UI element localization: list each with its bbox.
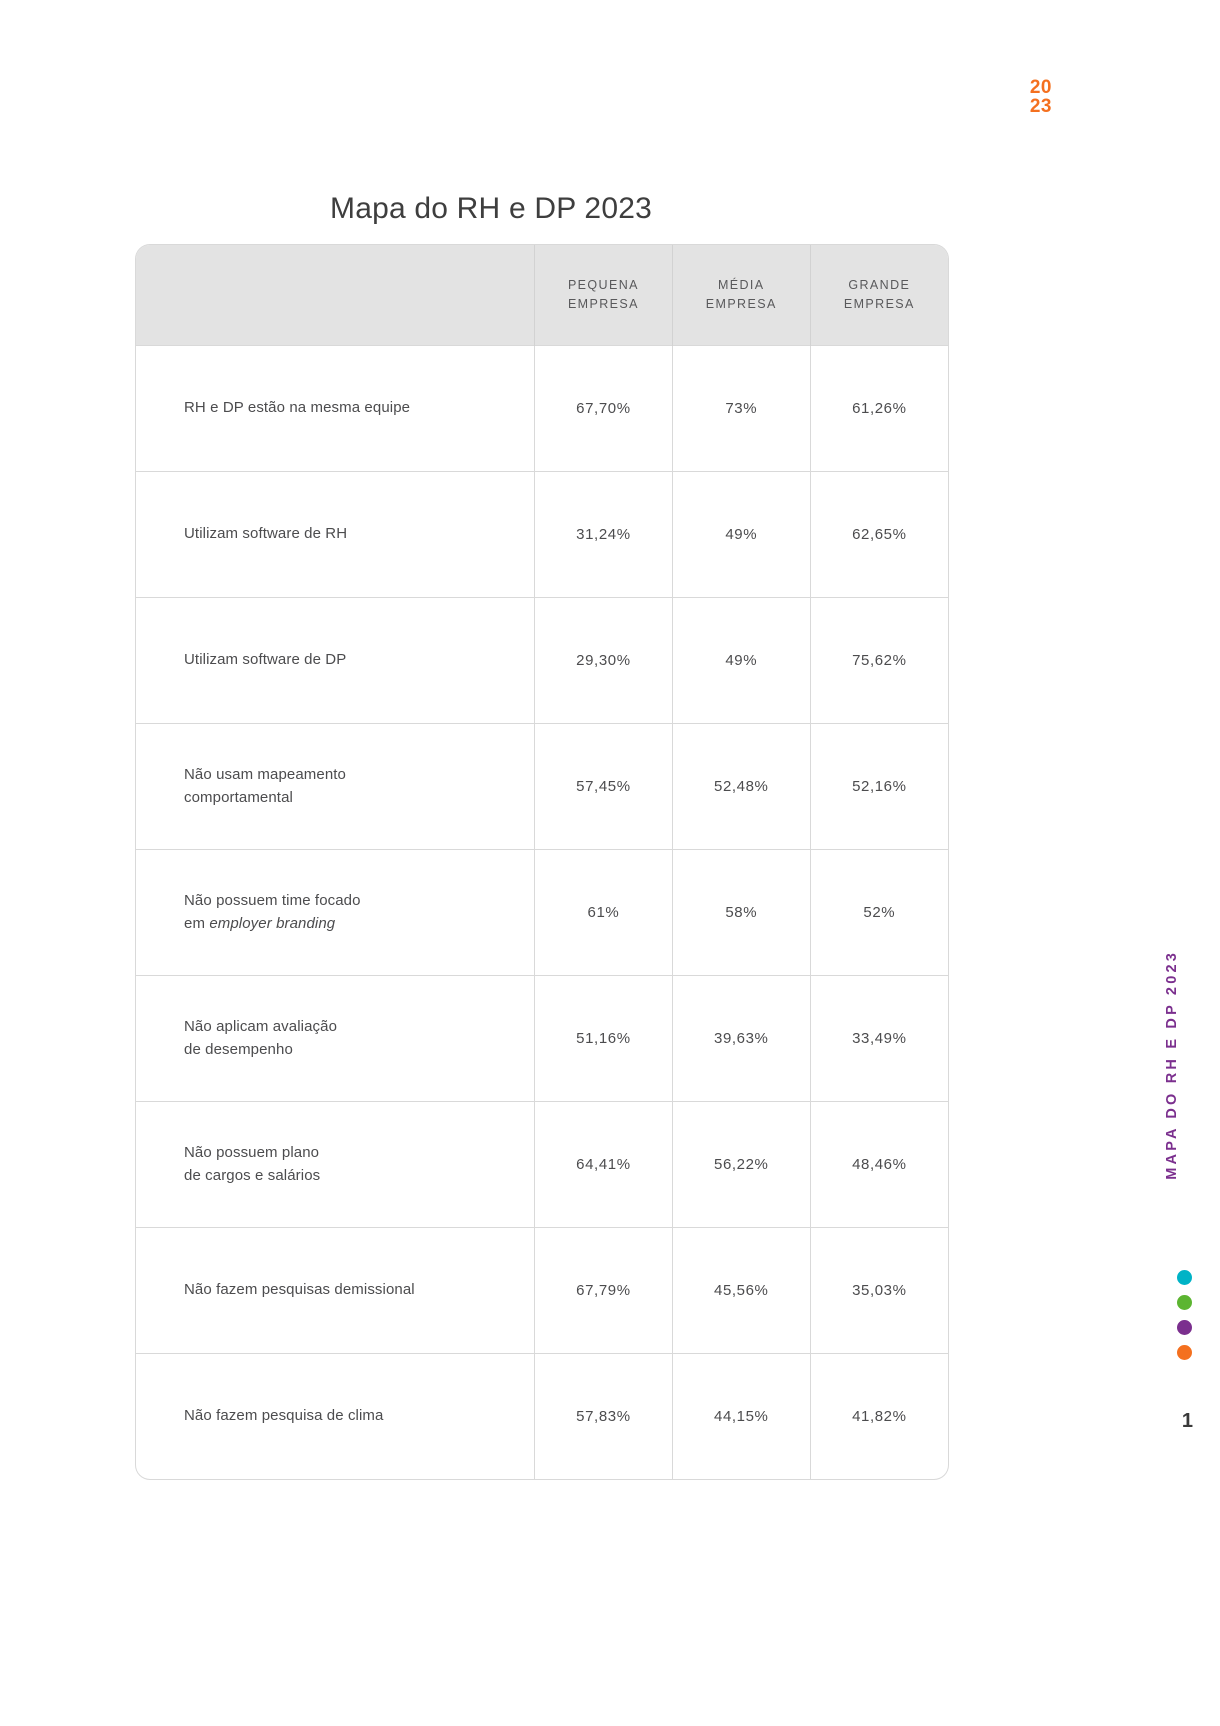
- header-grande-line1: GRANDE: [848, 278, 911, 293]
- year-badge-line2: 23: [1029, 96, 1052, 117]
- table-body: [136, 346, 948, 1480]
- table-row: [136, 1228, 948, 1354]
- table-header-blank: [136, 245, 535, 346]
- value-cell-grande: 61,26%: [810, 346, 948, 472]
- value-cell-grande: 33,49%: [810, 976, 948, 1102]
- header-pequena-line1: PEQUENA: [567, 278, 639, 293]
- table-row: [136, 1102, 948, 1228]
- value-cell-grande: 35,03%: [810, 1228, 948, 1354]
- row-label: [136, 1354, 535, 1480]
- table-header-grande: [810, 245, 948, 346]
- row-label-line2: de desempenho: [184, 1040, 293, 1058]
- value-cell-pequena: 31,24%: [535, 472, 673, 598]
- row-label-line2: em: [184, 914, 210, 932]
- year-badge-line1: 20: [1029, 77, 1052, 98]
- table-header: [136, 245, 948, 346]
- row-label: [136, 724, 535, 850]
- value-cell-pequena: 61%: [535, 850, 673, 976]
- dot-green: [1177, 1295, 1192, 1310]
- row-label-line2: comportamental: [184, 788, 293, 806]
- header-media-line2: EMPRESA: [705, 297, 777, 311]
- row-label-line1: Não fazem pesquisa de clima: [184, 1407, 384, 1425]
- row-label-italic-term: employer branding: [209, 914, 336, 932]
- value-cell-pequena: 67,79%: [535, 1228, 673, 1354]
- table-header-row: [136, 245, 948, 346]
- row-label: [136, 598, 535, 724]
- table-header-media: [672, 245, 810, 346]
- dot-orange: [1177, 1345, 1192, 1360]
- value-cell-media: 49%: [672, 598, 810, 724]
- value-cell-media: 44,15%: [672, 1354, 810, 1480]
- value-cell-media: 49%: [672, 472, 810, 598]
- row-label-line1: Não possuem time focado: [184, 892, 361, 909]
- value-cell-grande: 62,65%: [810, 472, 948, 598]
- header-pequena-line2: EMPRESA: [567, 297, 639, 311]
- table-row: [136, 850, 948, 976]
- row-label-line1: Utilizam software de RH: [184, 525, 348, 543]
- color-dots: [1177, 1270, 1192, 1360]
- row-label-line1: Utilizam software de DP: [184, 651, 347, 669]
- table-header-pequena: [535, 245, 673, 346]
- value-cell-pequena: 29,30%: [535, 598, 673, 724]
- row-label-line1: Não usam mapeamento: [184, 766, 346, 783]
- dot-purple: [1177, 1320, 1192, 1335]
- table-row: [136, 724, 948, 850]
- value-cell-media: 45,56%: [672, 1228, 810, 1354]
- row-label: [136, 850, 535, 976]
- value-cell-grande: 48,46%: [810, 1102, 948, 1228]
- value-cell-pequena: 64,41%: [535, 1102, 673, 1228]
- value-cell-media: 73%: [672, 346, 810, 472]
- row-label: [136, 472, 535, 598]
- comparison-table: [136, 245, 948, 1479]
- value-cell-pequena: 57,45%: [535, 724, 673, 850]
- row-label: [136, 1102, 535, 1228]
- value-cell-grande: 75,62%: [810, 598, 948, 724]
- value-cell-media: 56,22%: [672, 1102, 810, 1228]
- table-row: [136, 976, 948, 1102]
- row-label: [136, 976, 535, 1102]
- row-label-line1: RH e DP estão na mesma equipe: [184, 399, 411, 417]
- year-badge: [1030, 78, 1052, 116]
- side-label: MAPA DO RH E DP 2023: [1164, 950, 1180, 1180]
- data-table-container: [136, 245, 948, 1479]
- row-label-line1: Não aplicam avaliação: [184, 1018, 338, 1035]
- table-row: [136, 598, 948, 724]
- row-label: [136, 1228, 535, 1354]
- table-row: [136, 472, 948, 598]
- table-row: [136, 1354, 948, 1480]
- value-cell-grande: 41,82%: [810, 1354, 948, 1480]
- value-cell-media: 58%: [672, 850, 810, 976]
- page-number: 1: [1181, 1410, 1193, 1432]
- value-cell-media: 39,63%: [672, 976, 810, 1102]
- value-cell-media: 52,48%: [672, 724, 810, 850]
- row-label: [136, 346, 535, 472]
- table-row: [136, 346, 948, 472]
- row-label-line2: de cargos e salários: [184, 1166, 321, 1184]
- value-cell-grande: 52%: [810, 850, 948, 976]
- row-label-line1: Não possuem plano: [184, 1144, 320, 1161]
- header-media-line1: MÉDIA: [717, 278, 765, 293]
- value-cell-pequena: 67,70%: [535, 346, 673, 472]
- dot-teal: [1177, 1270, 1192, 1285]
- header-grande-line2: EMPRESA: [843, 297, 915, 311]
- row-label-line1: Não fazem pesquisas demissional: [184, 1281, 415, 1299]
- page-title: Mapa do RH e DP 2023: [330, 192, 652, 226]
- value-cell-grande: 52,16%: [810, 724, 948, 850]
- value-cell-pequena: 51,16%: [535, 976, 673, 1102]
- value-cell-pequena: 57,83%: [535, 1354, 673, 1480]
